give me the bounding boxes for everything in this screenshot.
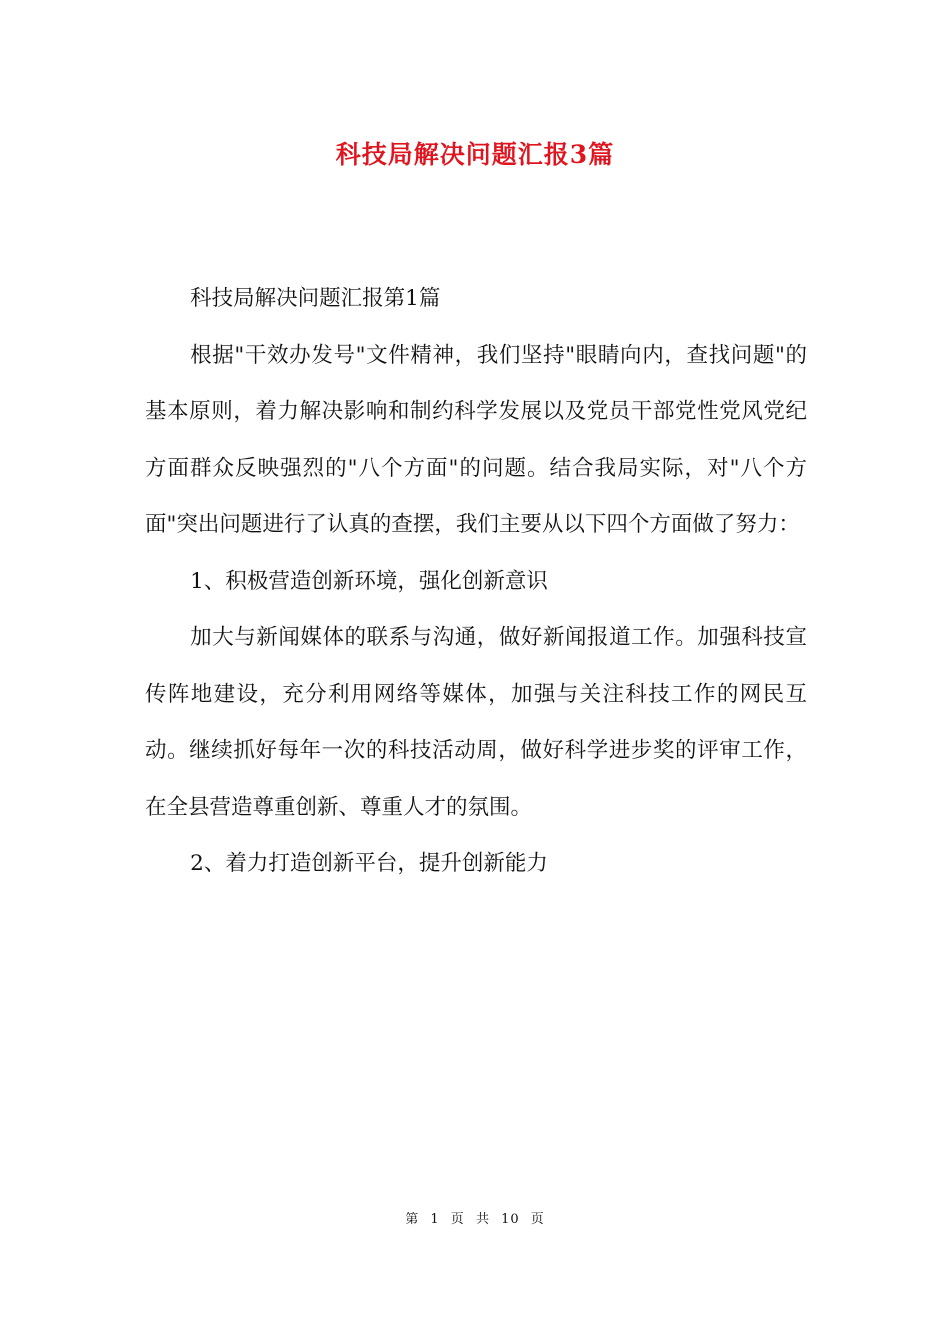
list-item-heading: 1、积极营造创新环境，强化创新意识 [190, 568, 548, 594]
list-item-heading: 2、着力打造创新平台，提升创新能力 [190, 851, 548, 876]
paragraph: 加大与新闻媒体的联系与沟通，做好新闻报道工作。加强科技宣传阵地建设，充分利用网络等媒体，加强与关注科技工作的网民互动。继续抓好每年一次的科技活动周，做好科学进步奖的评审工作，在全县营造尊重创新、尊重人才的氛围。 [145, 625, 807, 820]
footer-suffix: 页 [530, 1212, 545, 1227]
footer-page-word: 页 [450, 1212, 465, 1227]
footer-total-pages: 10 [501, 1212, 520, 1227]
footer-prefix: 第 [405, 1212, 420, 1227]
page-footer [0, 1208, 950, 1227]
document-title: 科技局解决问题汇报3篇 [335, 140, 615, 169]
section-heading: 科技局解决问题汇报第1篇 [190, 286, 441, 311]
document-body [145, 271, 807, 893]
footer-total-word: 共 [475, 1212, 490, 1227]
paragraph: 根据"干效办发号"文件精神，我们坚持"眼睛向内，查找问题"的基本原则，着力解决影响和制约科学发展以及党员干部党性党风党纪方面群众反映强烈的"八个方面"的问题。结合我局实际，对"八个方面"突出问题进行了认真的查摆，我们主要从以下四个方面做了努力： [145, 342, 807, 537]
footer-current-page: 1 [430, 1212, 440, 1227]
